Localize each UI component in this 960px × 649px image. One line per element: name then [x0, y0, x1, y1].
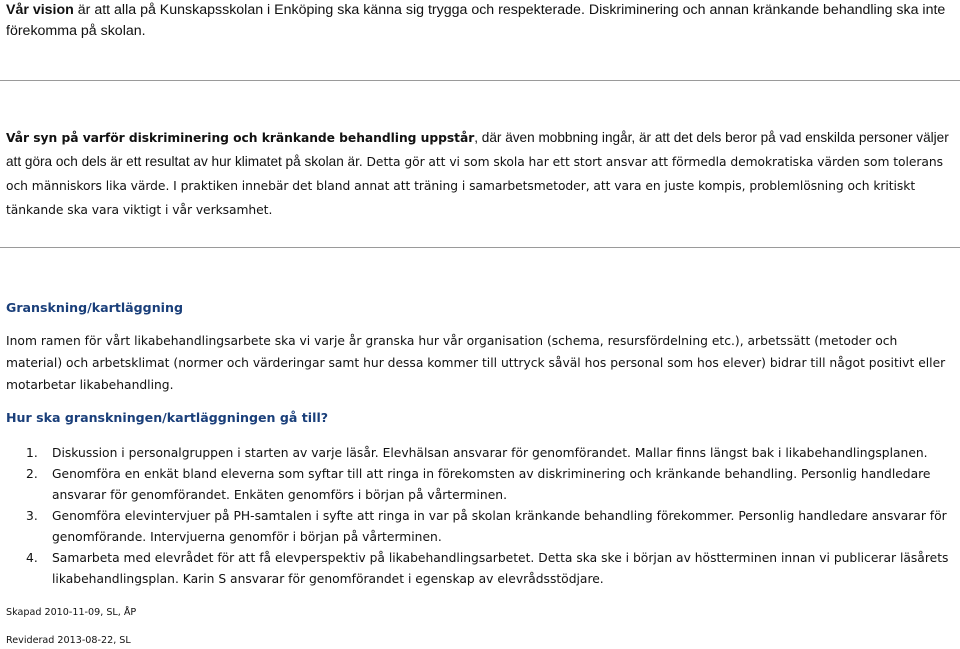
vision-paragraph [6, 0, 950, 42]
syn-paragraph [6, 126, 952, 222]
list-item [0, 464, 950, 506]
created-note: Skapad 2010-11-09, SL, ÅP [6, 607, 137, 618]
vision-text: är att alla på Kunskapsskolan i Enköping ska känna sig trygga och respekterade. Diskriminering och annan kränkande behandling ska inte förekomma på skolan. [6, 2, 946, 39]
step-number: 3. [26, 509, 38, 523]
granskning-paragraph: Inom ramen för vårt likabehandlingsarbete ska vi varje år granska hur vår organisation (schema, resursfördelning etc.), arbetssätt (metoder och material) och arbetsklimat (normer och värderingar samt hur dessa kommer till uttryck såväl hos personal som hos elever) bidrar till något positivt eller motarbetar likabehandling. [6, 334, 946, 392]
syn-label: Vår syn på varför diskriminering och kränkande behandling uppstår [6, 131, 475, 145]
steps-list [0, 443, 950, 590]
list-item [0, 506, 950, 548]
syn-text-1: , där även mobbning ingår, är att det dels beror på vad enskilda personer väljer att göra och dels är ett resultat av hur klimatet på skolan är. [6, 130, 949, 169]
revised-note: Reviderad 2013-08-22, SL [6, 635, 131, 646]
divider [0, 80, 960, 81]
step-number: 1. [26, 446, 38, 460]
step-number: 4. [26, 551, 38, 565]
step-text: Diskussion i personalgruppen i starten av varje läsår. Elevhälsan ansvarar för genomförandet. Mallar finns längst bak i likabehandlingsplanen. [52, 446, 928, 460]
section-heading: Granskning/kartläggning [6, 300, 183, 315]
step-text: Samarbeta med elevrådet för att få elevperspektiv på likabehandlingsarbetet. Detta ska ske i början av höstterminen innan vi publicerar läsårets likabehandlingsplan. Karin S ansvarar för genomförandet i egenskap av elevrådsstödjare. [52, 551, 949, 586]
syn-text-2: Detta gör att vi som skola har ett stort ansvar att förmedla demokratiska värden som tolerans och människors lika värde. I praktiken innebär det bland annat att träning i samarbetsmetoder, att vara en juste kompis, problemlösning och kritiskt tänkande ska vara viktigt i vår verksamhet. [6, 155, 943, 217]
step-number: 2. [26, 467, 38, 481]
list-item [0, 548, 950, 590]
step-text: Genomföra elevintervjuer på PH-samtalen i syfte att ringa in var på skolan kränkande behandling förekommer. Personlig handledare ansvarar för genomförande. Intervjuerna genomför i början på vårterminen. [52, 509, 947, 544]
vision-label: Vår vision [6, 2, 74, 18]
sub-heading: Hur ska granskningen/kartläggningen gå till? [6, 410, 329, 425]
divider [0, 247, 960, 248]
list-item [0, 443, 950, 464]
step-text: Genomföra en enkät bland eleverna som syftar till att ringa in förekomsten av diskriminering och kränkande behandling. Personlig handledare ansvarar för genomförandet. Enkäten genomförs i början på vårterminen. [52, 467, 931, 502]
